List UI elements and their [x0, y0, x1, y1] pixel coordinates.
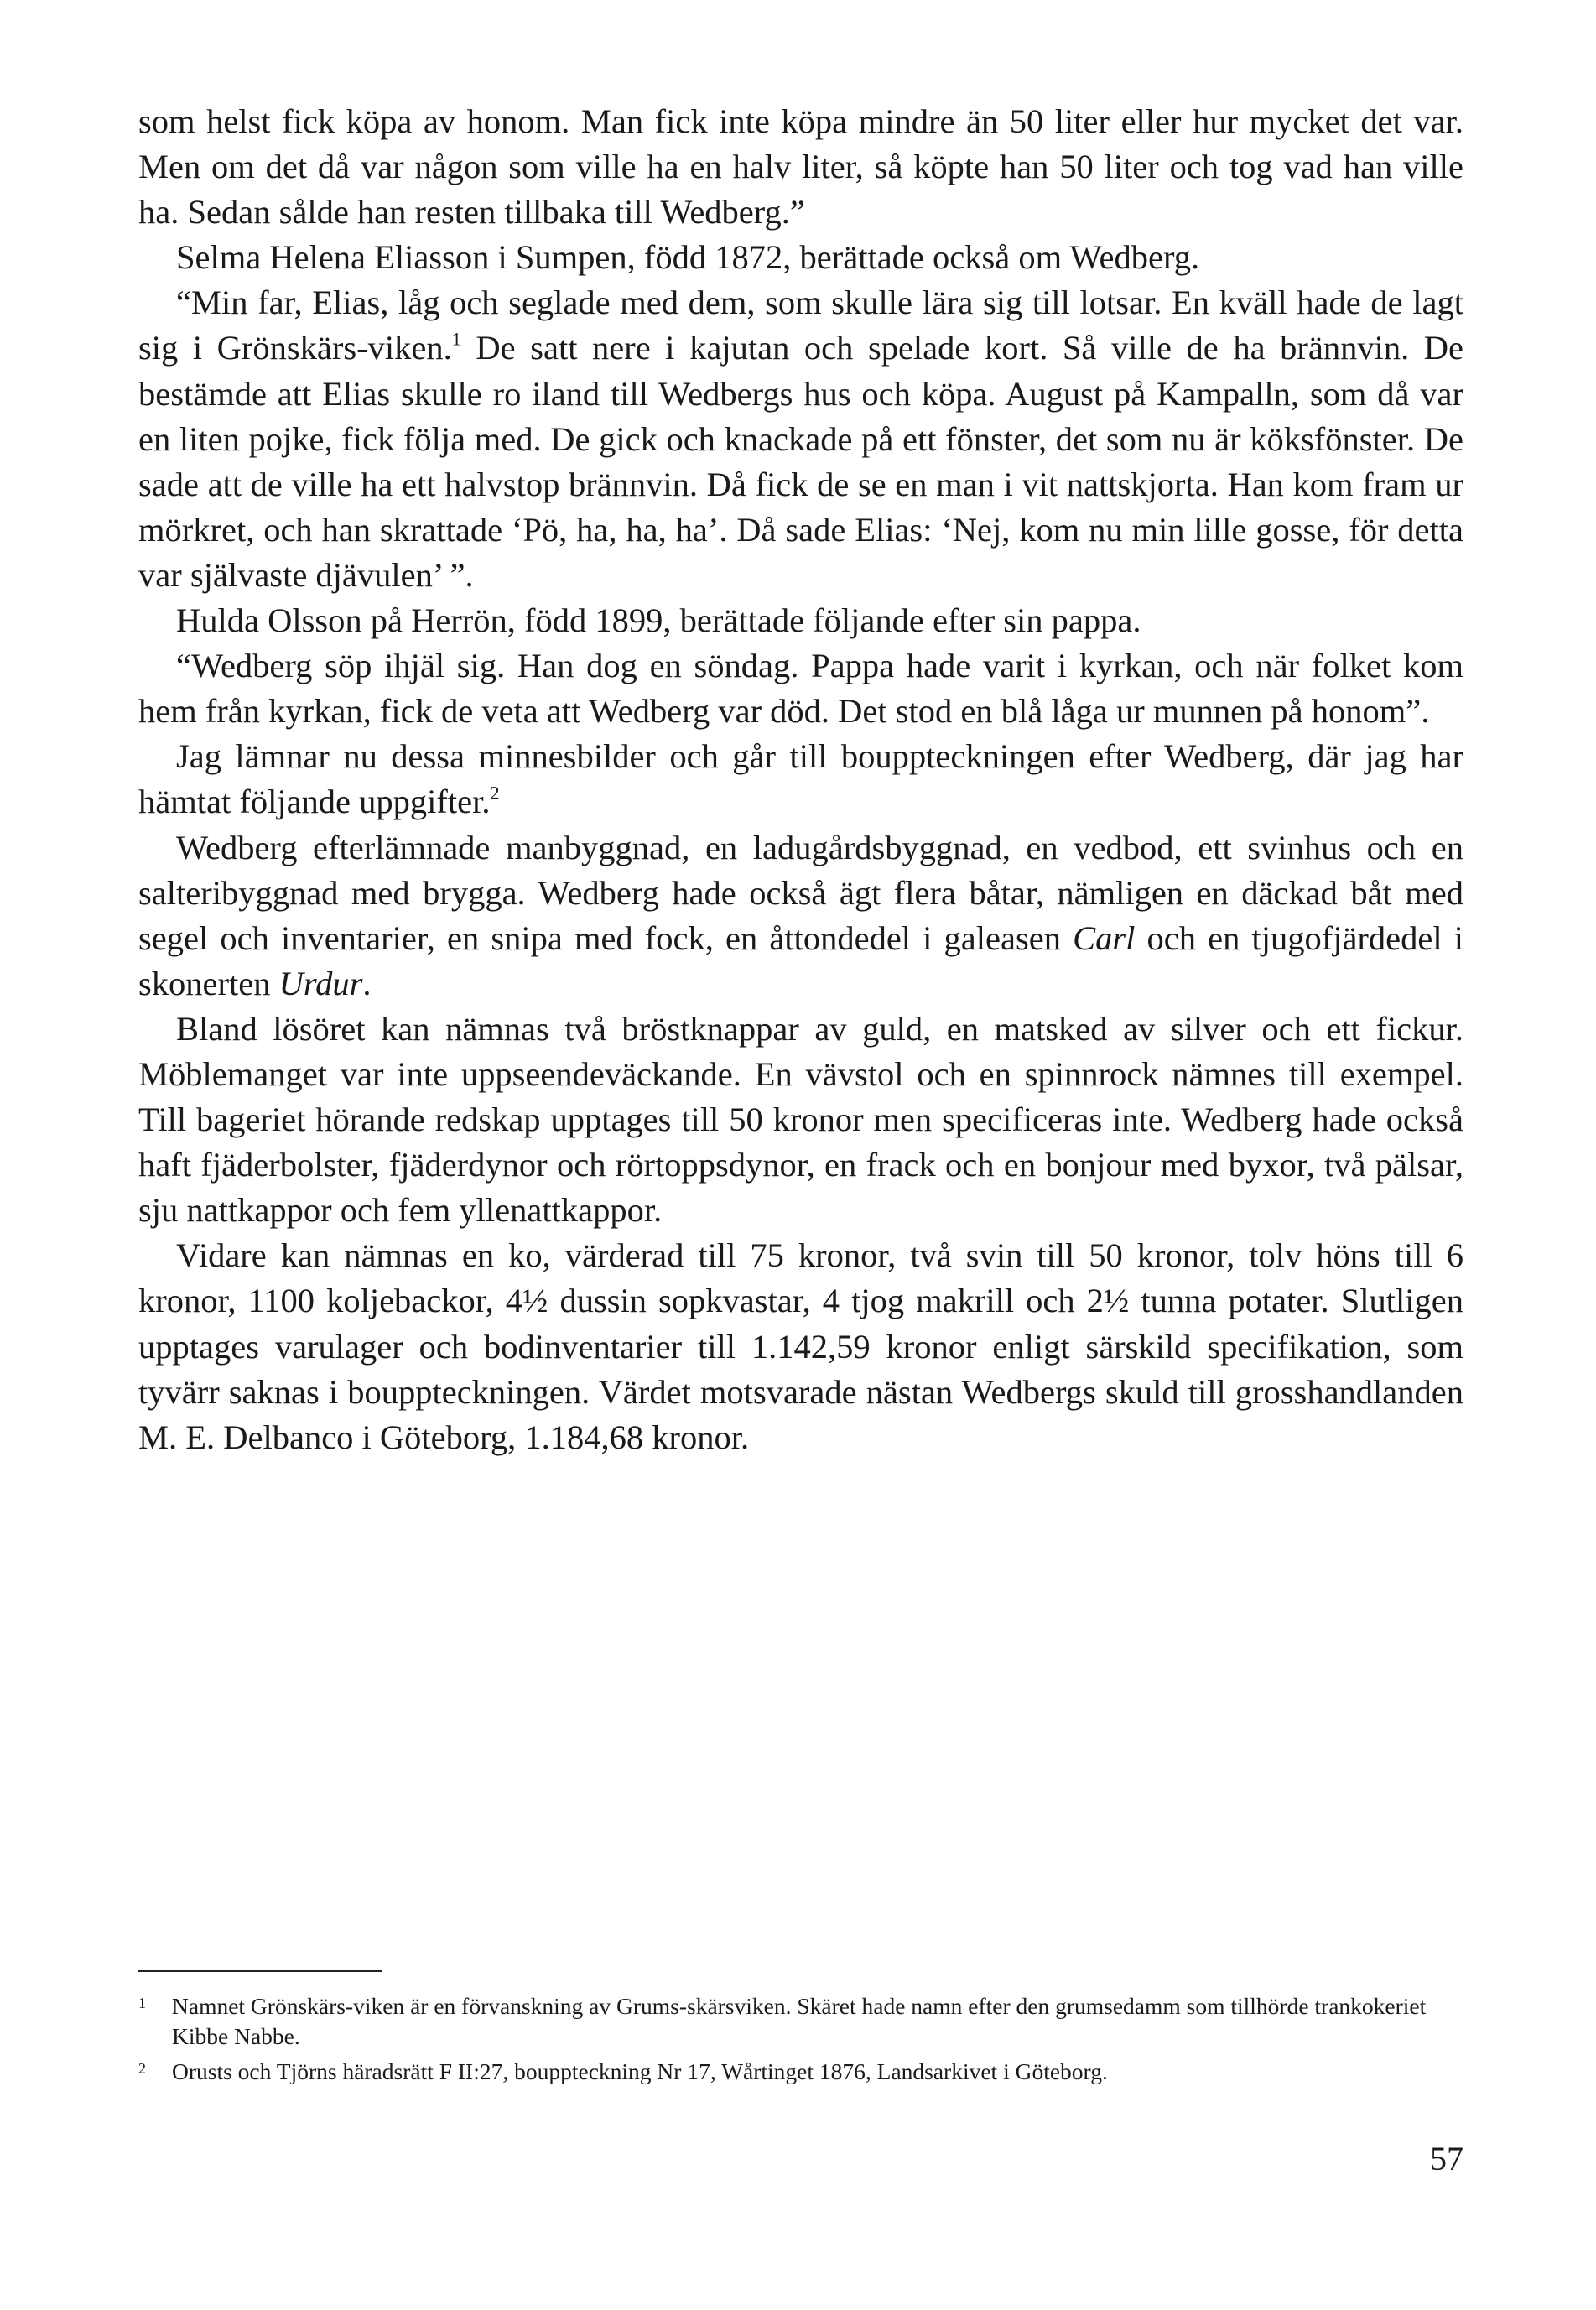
- footnote-text: Orusts och Tjörns häradsrätt F II:27, bouppteckning Nr 17, Wårtinget 1876, Landsarkivet i Göteborg.: [172, 2058, 1108, 2084]
- paragraph: [138, 1007, 1463, 1233]
- footnote-ref-2: 2: [490, 782, 500, 804]
- footnote-2: [138, 2057, 1463, 2087]
- paragraph: [138, 280, 1463, 598]
- footnotes: [138, 1991, 1463, 2092]
- footnote-divider: [138, 1970, 382, 1972]
- page-number: 57: [1430, 2140, 1463, 2177]
- paragraph: [138, 1233, 1463, 1459]
- body-text: [138, 99, 1463, 1460]
- paragraph-text: Bland lösöret kan nämnas två bröstknappar av guld, en matsked av silver och ett fickur. Möblemanget var inte uppseendeväckande. En vävstol och en spinnrock nämnes till exempel. Till bageriet hörande redskap upptages till 50 kronor men specificeras inte. Wedberg hade också haft fjäderbolster, fjäderdynor och rörtoppsdynor, en frack och en bonjour med byxor, två pälsar, sju nattkappor och fem yllenattkappor.: [138, 1009, 1463, 1230]
- paragraph-text: Vidare kan nämnas en ko, värderad till 75 kronor, två svin till 50 kronor, tolv höns till 6 kronor, 1100 koljebackor, 4½ dussin sopkvastar, 4 tjog makrill och 2½ tunna potater. Slutligen upptages varulager och bodinventarier till 1.142,59 kronor enligt särskild specifikation, som tyvärr saknas i bouppteckningen. Värdet motsvarade nästan Wedbergs skuld till grosshandlanden M. E. Delbanco i Göteborg, 1.184,68 kronor.: [138, 1236, 1463, 1456]
- paragraph-text: Hulda Olsson på Herrön, född 1899, berättade följande efter sin pappa.: [176, 601, 1141, 640]
- footnote-text: Namnet Grönskärs-viken är en förvanskning av Grums-skärsviken. Skäret hade namn efter den grumsedamm som tillhörde trankokeriet Kibbe Nabbe.: [172, 1993, 1427, 2049]
- footnote-mark: 2: [138, 2060, 146, 2077]
- ship-name-urdur: Urdur: [278, 964, 363, 1002]
- paragraph: [138, 598, 1463, 643]
- footnote-mark: 1: [138, 1995, 146, 2011]
- ship-name-carl: Carl: [1073, 918, 1136, 957]
- paragraph-text: “Min far, Elias, låg och seglade med dem, som skulle lära sig till lotsar. En kväll hade de lagt sig i Grönskärs-viken.: [138, 284, 1463, 367]
- paragraph: [138, 734, 1463, 825]
- paragraph: [138, 643, 1463, 734]
- paragraph-continued: [138, 99, 1463, 235]
- paragraph-text: som helst fick köpa av honom. Man fick inte köpa mindre än 50 liter eller hur mycket det var. Men om det då var någon som ville ha en halv liter, så köpte han 50 liter och tog vad han ville ha. Sedan sålde han resten tillbaka till Wedberg.”: [138, 102, 1463, 232]
- footnote-1: [138, 1991, 1463, 2052]
- paragraph-text: De satt nere i kajutan och spelade kort. Så ville de ha brännvin. De bestämde att Elias skulle ro iland till Wedbergs hus och köpa. August på Kampalln, som då var en liten pojke, fick följa med. De gick och knackade på ett fönster, det som nu är köksfönster. De sade att de ville ha ett halvstop brännvin. Då fick de se en man i vit nattskjorta. Han kom fram ur mörkret, och han skrattade ‘Pö, ha, ha, ha’. Då sade Elias: ‘Nej, kom nu min lille gosse, för detta var självaste djävulen’ ”.: [138, 329, 1463, 594]
- paragraph-text: “Wedberg söp ihjäl sig. Han dog en söndag. Pappa hade varit i kyrkan, och när folket kom hem från kyrkan, fick de veta att Wedberg var död. Det stod en blå låga ur munnen på honom”.: [138, 647, 1463, 731]
- paragraph-text: Wedberg efterlämnade manbyggnad, en ladugårdsbyggnad, en vedbod, ett svinhus och en salteribyggnad med brygga. Wedberg hade också ägt flera båtar, nämligen en däckad båt med segel och inventarier, en snipa med fock, en åttondedel i galeasen: [138, 828, 1463, 957]
- paragraph-text: och en tjugofjärdedel i skonerten: [138, 918, 1463, 1002]
- paragraph-text: Jag lämnar nu dessa minnesbilder och går till bouppteckningen efter Wedberg, där jag har hämtat följande uppgifter.: [138, 737, 1463, 821]
- paragraph-text: Selma Helena Eliasson i Sumpen, född 1872, berättade också om Wedberg.: [176, 238, 1200, 277]
- paragraph: [138, 235, 1463, 280]
- paragraph-text: .: [362, 964, 372, 1002]
- footnote-ref-1: 1: [451, 328, 461, 350]
- paragraph: [138, 825, 1463, 1007]
